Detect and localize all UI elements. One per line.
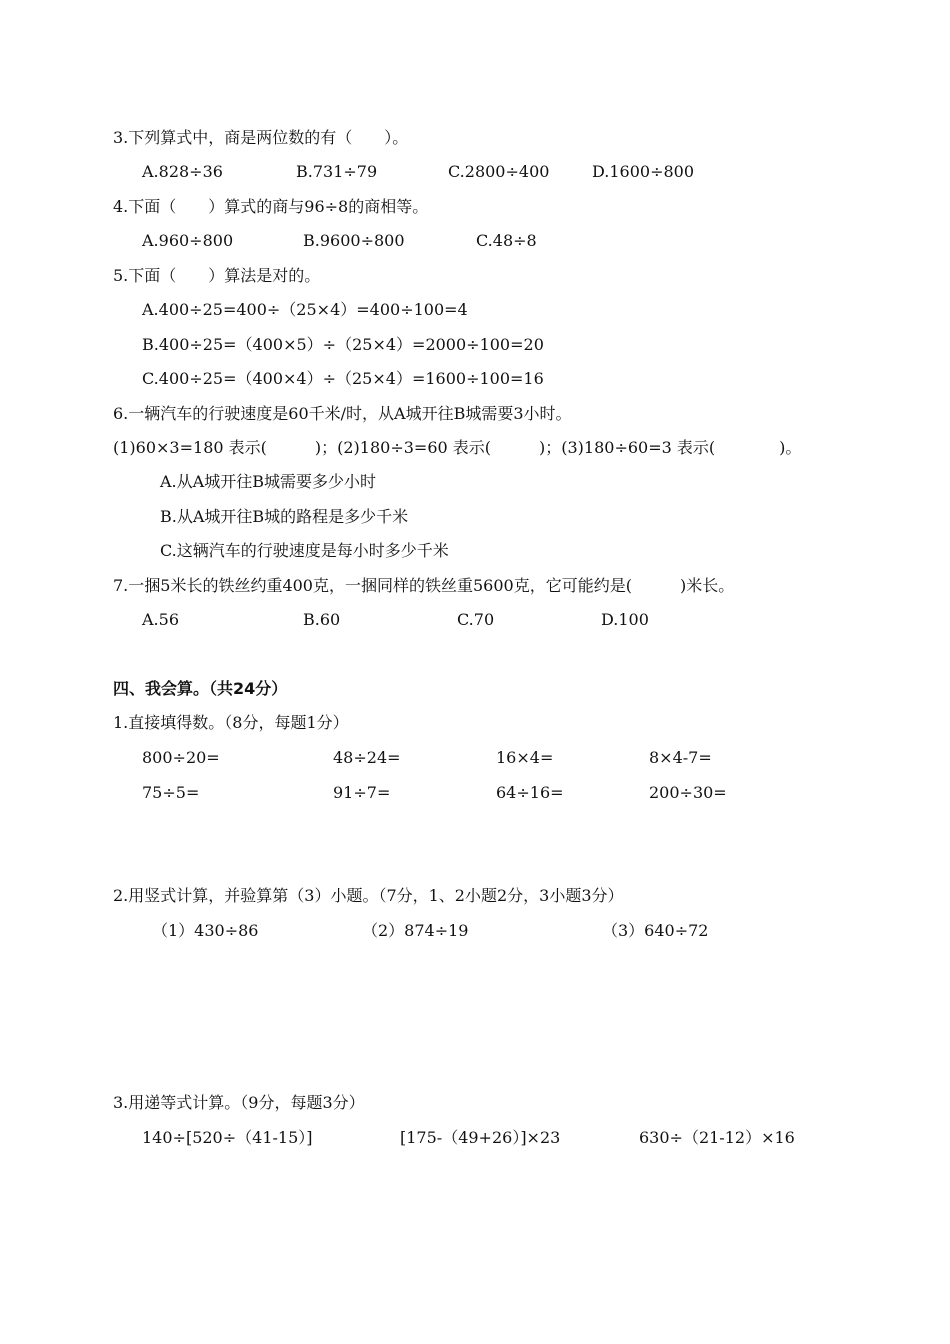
mental-math-item: 8×4-7=: [649, 748, 712, 767]
question-5-option-b: B.400÷25=（400×5）÷（25×4）=2000÷100=20: [142, 335, 544, 354]
question-6-subquestions: (1)60×3=180 表示( )；(2)180÷3=60 表示( )；(3)180÷60=3 表示( )。: [113, 438, 802, 457]
question-4-option-b: B.9600÷800: [303, 231, 405, 250]
question-3-option-c: C.2800÷400: [448, 162, 550, 181]
mental-math-item: 91÷7=: [333, 783, 391, 802]
question-4-option-a: A.960÷800: [142, 231, 234, 250]
mental-math-item: 64÷16=: [496, 783, 564, 802]
question-3-option-a: A.828÷36: [142, 162, 223, 181]
part-2-title: 2.用竖式计算，并验算第（3）小题。（7分，1、2小题2分，3小题3分）: [113, 886, 624, 905]
vertical-calc-item: （3）640÷72: [602, 921, 709, 940]
stepwise-calc-item: 630÷（21-12）×16: [639, 1128, 795, 1147]
mental-math-item: 800÷20=: [142, 748, 220, 767]
question-7-option-c: C.70: [457, 610, 495, 629]
section-4-title: 四、我会算。（共24分）: [113, 679, 288, 698]
question-7-option-d: D.100: [601, 610, 649, 629]
mental-math-item: 200÷30=: [649, 783, 727, 802]
stepwise-calc-item: 140÷[520÷（41-15）]: [142, 1128, 313, 1147]
question-7-option-b: B.60: [303, 610, 341, 629]
stepwise-calc-item: [175-（49+26）]×23: [400, 1128, 561, 1147]
part-3-title: 3.用递等式计算。（9分，每题3分）: [113, 1093, 365, 1112]
question-5-stem: 5.下面（ ）算法是对的。: [113, 266, 321, 285]
question-6-option-c: C.这辆汽车的行驶速度是每小时多少千米: [160, 541, 449, 560]
question-3-option-d: D.1600÷800: [592, 162, 695, 181]
question-4-option-c: C.48÷8: [476, 231, 537, 250]
part-1-title: 1.直接填得数。（8分，每题1分）: [113, 713, 349, 732]
mental-math-item: 75÷5=: [142, 783, 200, 802]
vertical-calc-item: （2）874÷19: [362, 921, 469, 940]
question-7-stem: 7.一捆5米长的铁丝约重400克，一捆同样的铁丝重5600克，它可能约是( )米长。: [113, 576, 735, 595]
question-5-option-a: A.400÷25=400÷（25×4）=400÷100=4: [142, 300, 468, 319]
question-6-stem: 6.一辆汽车的行驶速度是60千米/时，从A城开往B城需要3小时。: [113, 404, 572, 423]
question-6-option-a: A.从A城开往B城需要多少小时: [160, 472, 376, 491]
vertical-calc-item: （1）430÷86: [152, 921, 259, 940]
mental-math-item: 16×4=: [496, 748, 554, 767]
mental-math-item: 48÷24=: [333, 748, 401, 767]
question-6-option-b: B.从A城开往B城的路程是多少千米: [160, 507, 409, 526]
question-3-stem: 3.下列算式中，商是两位数的有（ ）。: [113, 128, 409, 147]
question-5-option-c: C.400÷25=（400×4）÷（25×4）=1600÷100=16: [142, 369, 544, 388]
question-4-stem: 4.下面（ ）算式的商与96÷8的商相等。: [113, 197, 429, 216]
question-7-option-a: A.56: [142, 610, 179, 629]
question-3-option-b: B.731÷79: [296, 162, 378, 181]
